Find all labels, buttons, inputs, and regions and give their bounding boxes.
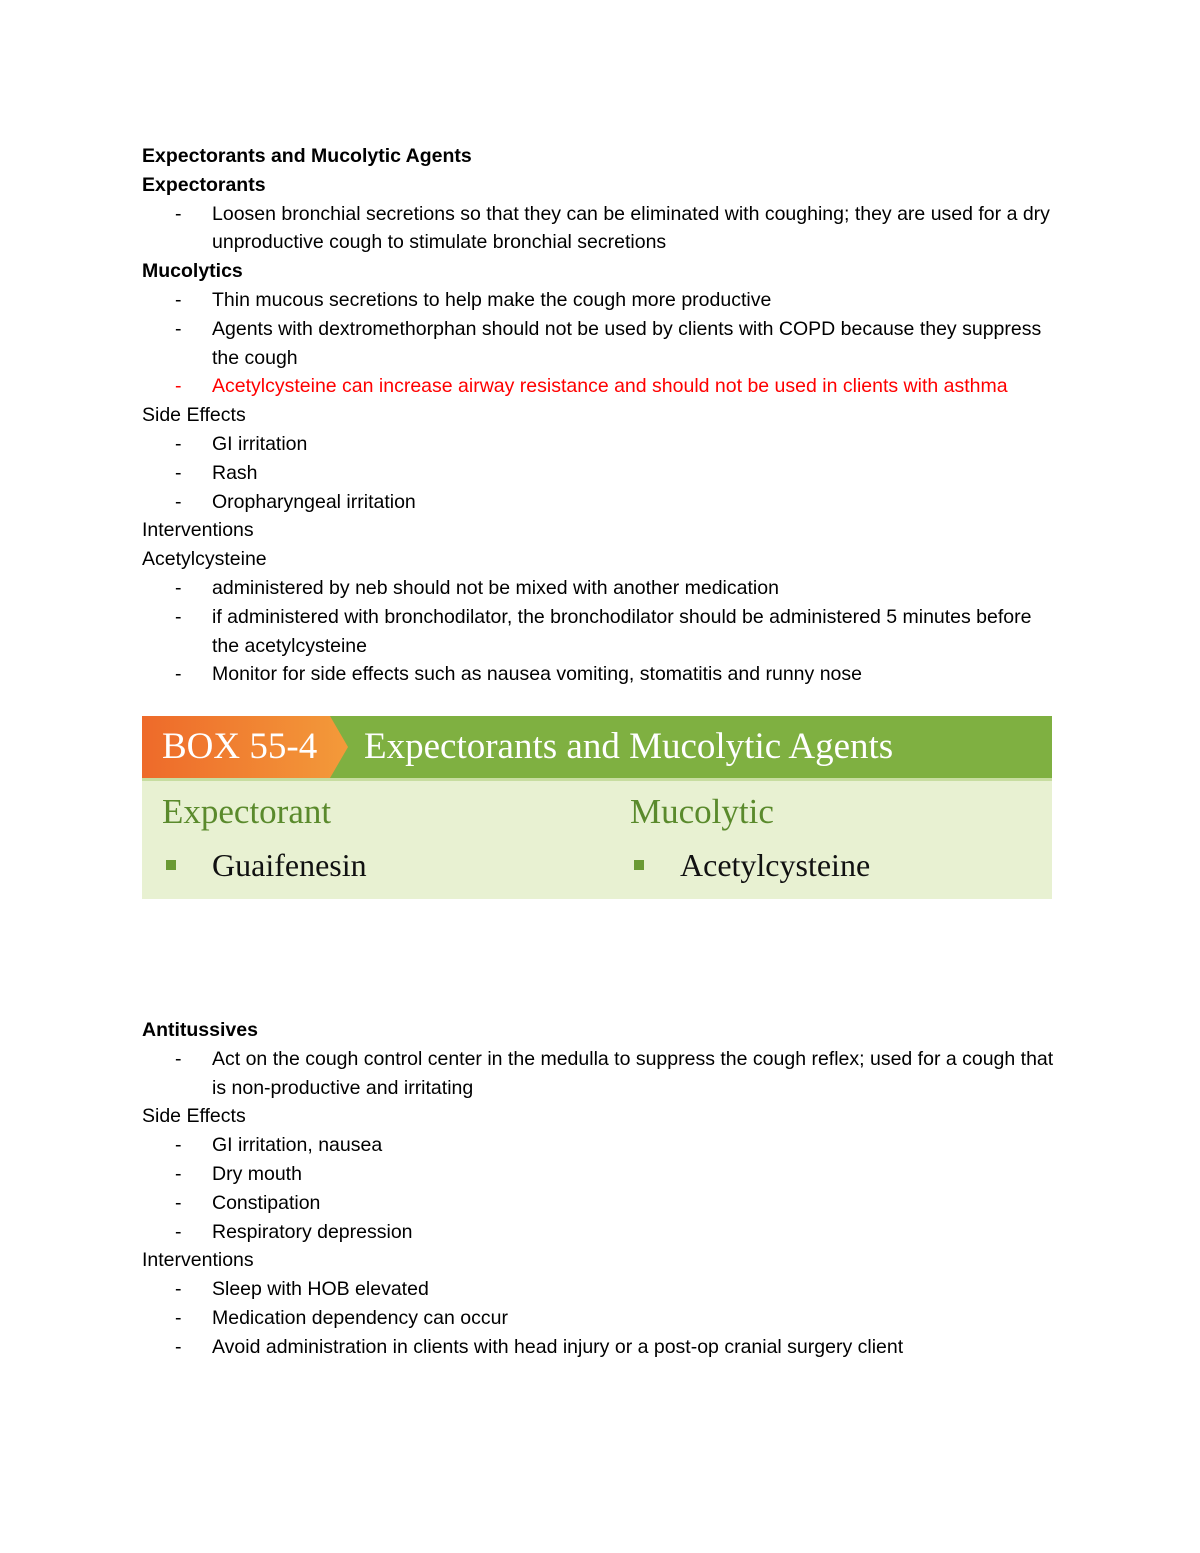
interventions-list xyxy=(142,574,1062,689)
interventions-heading: Interventions xyxy=(142,519,254,542)
box-tag-label: BOX 55-4 xyxy=(162,726,318,767)
warning-list-item: - Acetylcysteine can increase airway resistance and should not be used in clients with asthma xyxy=(142,372,1062,401)
square-bullet-icon xyxy=(634,860,644,870)
acetylcysteine-subheading: Acetylcysteine xyxy=(142,548,267,571)
list-item: - Rash xyxy=(142,459,1062,488)
list-item: - Thin mucous secretions to help make the cough more productive xyxy=(142,286,1062,315)
mucolytics-list xyxy=(142,286,1062,401)
mucolytic-item-label: Acetylcysteine xyxy=(680,847,871,883)
square-bullet-icon xyxy=(166,860,176,870)
expectorants-list xyxy=(142,200,1062,258)
list-item: - Sleep with HOB elevated xyxy=(142,1275,1062,1304)
antitussives-heading: Antitussives xyxy=(142,1019,258,1041)
box-55-4-figure xyxy=(142,716,1052,899)
list-item: - Respiratory depression xyxy=(142,1218,1062,1247)
section-title: Expectorants and Mucolytic Agents xyxy=(142,145,472,167)
mucolytics-heading: Mucolytics xyxy=(142,260,243,283)
side-effects-list xyxy=(142,430,1062,516)
mucolytic-column-heading: Mucolytic xyxy=(630,792,774,831)
box-title: Expectorants and Mucolytic Agents xyxy=(364,726,894,767)
expectorant-column xyxy=(162,789,367,885)
expectorant-item-label: Guaifenesin xyxy=(212,847,367,883)
section-expectorants-mucolytics xyxy=(142,142,1062,689)
list-item: - administered by neb should not be mixed with another medication xyxy=(142,574,1062,603)
list-item: - GI irritation, nausea xyxy=(142,1131,1062,1160)
side-effects-list xyxy=(142,1131,1062,1246)
expectorant-item xyxy=(162,845,367,885)
list-item: - Agents with dextromethorphan should not be used by clients with COPD because they suppress the cough xyxy=(142,315,1062,373)
list-item: - if administered with bronchodilator, the bronchodilator should be administered 5 minutes before the acetylcysteine xyxy=(142,603,1062,661)
list-item: - Constipation xyxy=(142,1189,1062,1218)
mucolytic-item xyxy=(630,845,870,885)
list-item: - Avoid administration in clients with head injury or a post-op cranial surgery client xyxy=(142,1333,1062,1362)
mucolytic-column xyxy=(630,789,870,885)
expectorants-heading: Expectorants xyxy=(142,173,266,196)
section-antitussives xyxy=(142,1016,1062,1362)
side-effects-heading: Side Effects xyxy=(142,404,246,427)
interventions-list xyxy=(142,1275,1062,1361)
list-item: - Oropharyngeal irritation xyxy=(142,488,1062,517)
list-item: - Loosen bronchial secretions so that they can be eliminated with coughing; they are used for a dry unproductive cough to stimulate bronchial secretions xyxy=(142,200,1062,258)
box-body xyxy=(142,781,1052,899)
list-item: - GI irritation xyxy=(142,430,1062,459)
antitussives-list xyxy=(142,1045,1062,1103)
list-item: - Medication dependency can occur xyxy=(142,1304,1062,1333)
side-effects-heading: Side Effects xyxy=(142,1105,246,1128)
list-item: - Act on the cough control center in the medulla to suppress the cough reflex; used for a cough that is non-productive and irritating xyxy=(142,1045,1062,1103)
list-item: - Monitor for side effects such as nausea vomiting, stomatitis and runny nose xyxy=(142,660,1062,689)
list-item: - Dry mouth xyxy=(142,1160,1062,1189)
interventions-heading: Interventions xyxy=(142,1249,254,1272)
expectorant-column-heading: Expectorant xyxy=(162,792,332,831)
